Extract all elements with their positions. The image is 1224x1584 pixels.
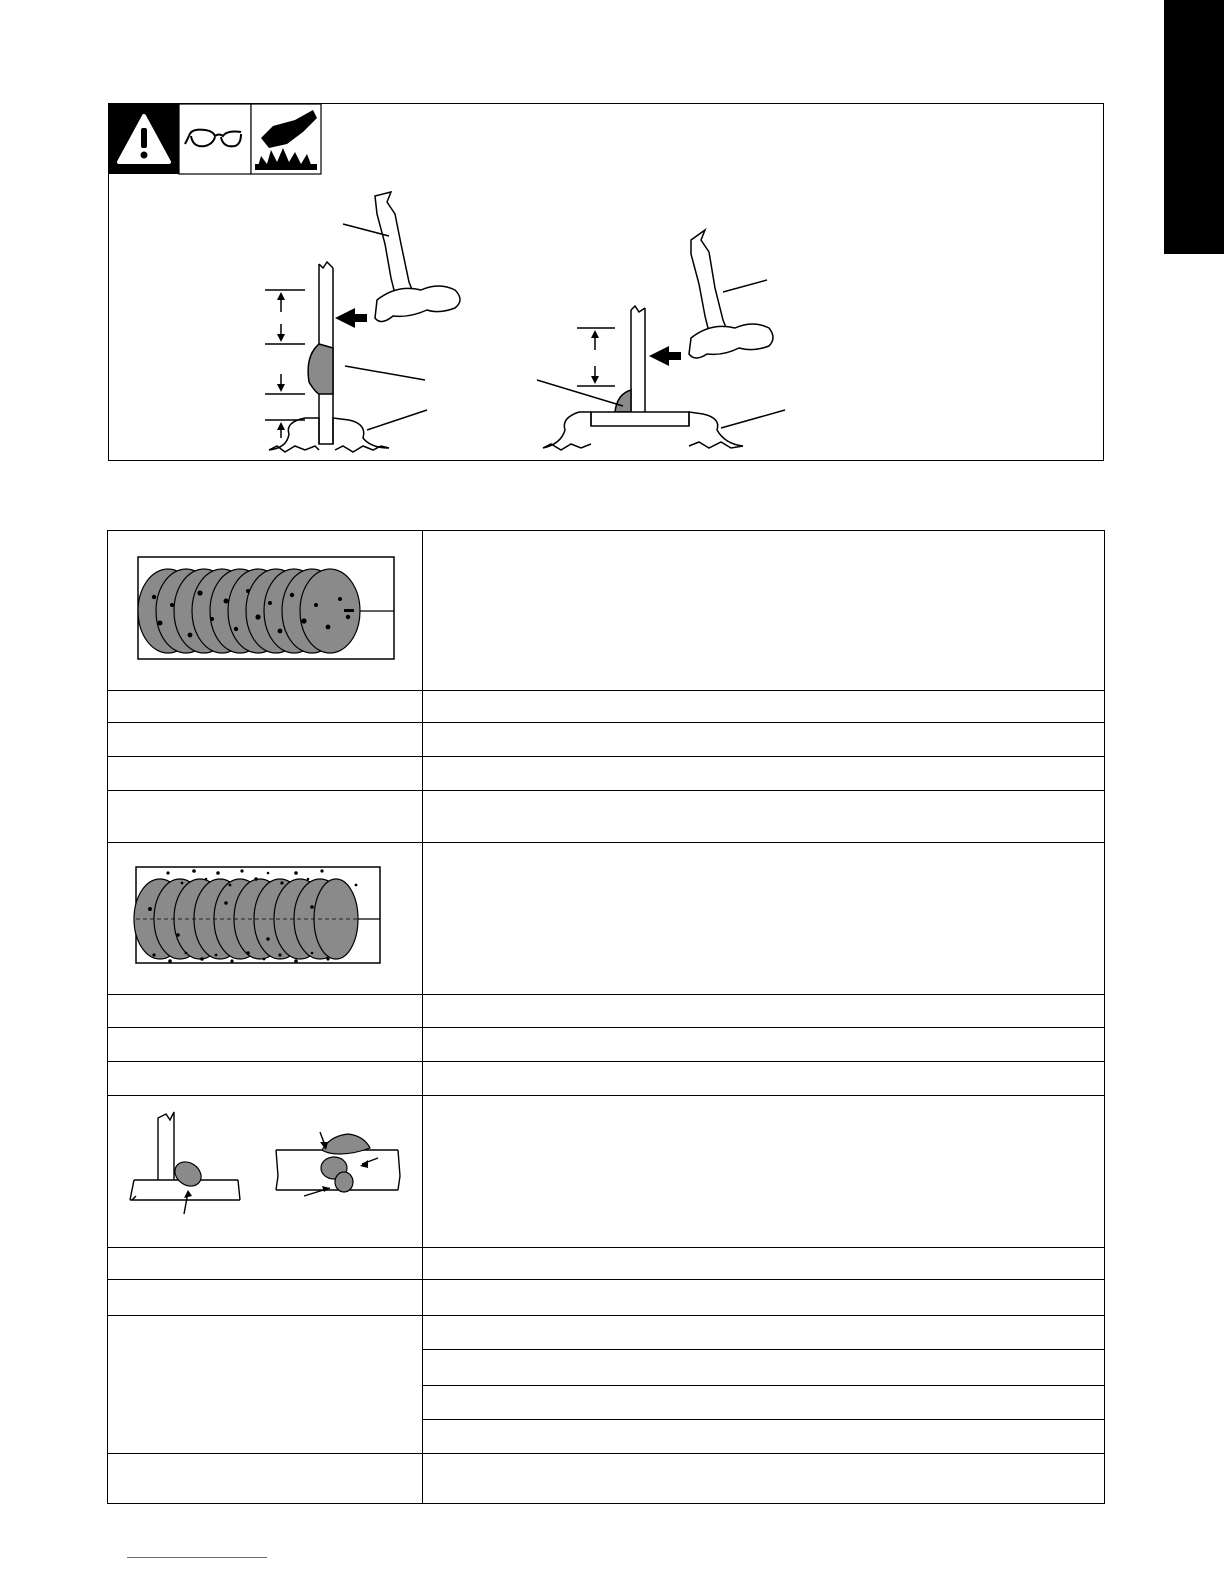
table-row <box>108 1096 1105 1248</box>
table-row <box>108 757 1105 791</box>
grouped-cause-cell <box>108 1316 423 1454</box>
footer-link-rule <box>127 1557 267 1558</box>
weld-troubleshooting-table <box>107 530 1105 1496</box>
cause-cell <box>108 1454 423 1504</box>
fillet-joint-arrowheads <box>591 330 681 384</box>
table-row <box>108 723 1105 757</box>
cause-cell <box>108 1280 423 1316</box>
table-row <box>108 531 1105 691</box>
cause-cell <box>108 723 423 757</box>
remedy-cell <box>423 1280 1105 1316</box>
spatter-description-cell <box>423 843 1105 995</box>
cause-cell <box>108 995 423 1028</box>
warning-illustration <box>109 104 1103 460</box>
cause-cell <box>108 1248 423 1280</box>
remedy-cell <box>423 1248 1105 1280</box>
spatter-image-cell <box>108 843 423 995</box>
remedy-cell <box>423 691 1105 723</box>
cause-cell <box>108 791 423 843</box>
remedy-cell <box>423 1454 1105 1504</box>
remedy-cell <box>423 757 1105 791</box>
cause-cell <box>108 691 423 723</box>
table-row <box>108 1062 1105 1096</box>
troubleshooting-grid <box>107 530 1105 1504</box>
remedy-cell <box>423 723 1105 757</box>
table-row <box>108 995 1105 1028</box>
table-row <box>108 1454 1105 1504</box>
warning-panel <box>108 103 1104 461</box>
table-row <box>108 1248 1105 1280</box>
remedy-cell <box>423 1316 1105 1350</box>
hammer-test-fillet-joint <box>537 230 785 450</box>
remedy-cell <box>423 1420 1105 1454</box>
porosity-description-cell <box>423 531 1105 691</box>
remedy-cell <box>423 1386 1105 1420</box>
remedy-cell <box>423 1062 1105 1096</box>
cause-cell <box>108 757 423 791</box>
fusion-description-cell <box>423 1096 1105 1248</box>
spatter-weld-bead <box>108 843 418 989</box>
cause-cell <box>108 1028 423 1062</box>
remedy-cell <box>423 791 1105 843</box>
fusion-image-cell <box>108 1096 423 1248</box>
remedy-cell <box>423 995 1105 1028</box>
incomplete-fusion-cross-sections <box>108 1096 420 1242</box>
section-tab <box>1164 0 1224 254</box>
table-row <box>108 843 1105 995</box>
porosity-weld-bead <box>108 531 418 685</box>
cause-cell <box>108 1062 423 1096</box>
table-row <box>108 1316 1105 1350</box>
table-row <box>108 691 1105 723</box>
porosity-image-cell <box>108 531 423 691</box>
remedy-cell <box>423 1028 1105 1062</box>
table-row <box>108 1280 1105 1316</box>
warning-triangle-icon <box>109 104 179 174</box>
table-row <box>108 1028 1105 1062</box>
remedy-cell <box>423 1350 1105 1386</box>
table-row <box>108 791 1105 843</box>
